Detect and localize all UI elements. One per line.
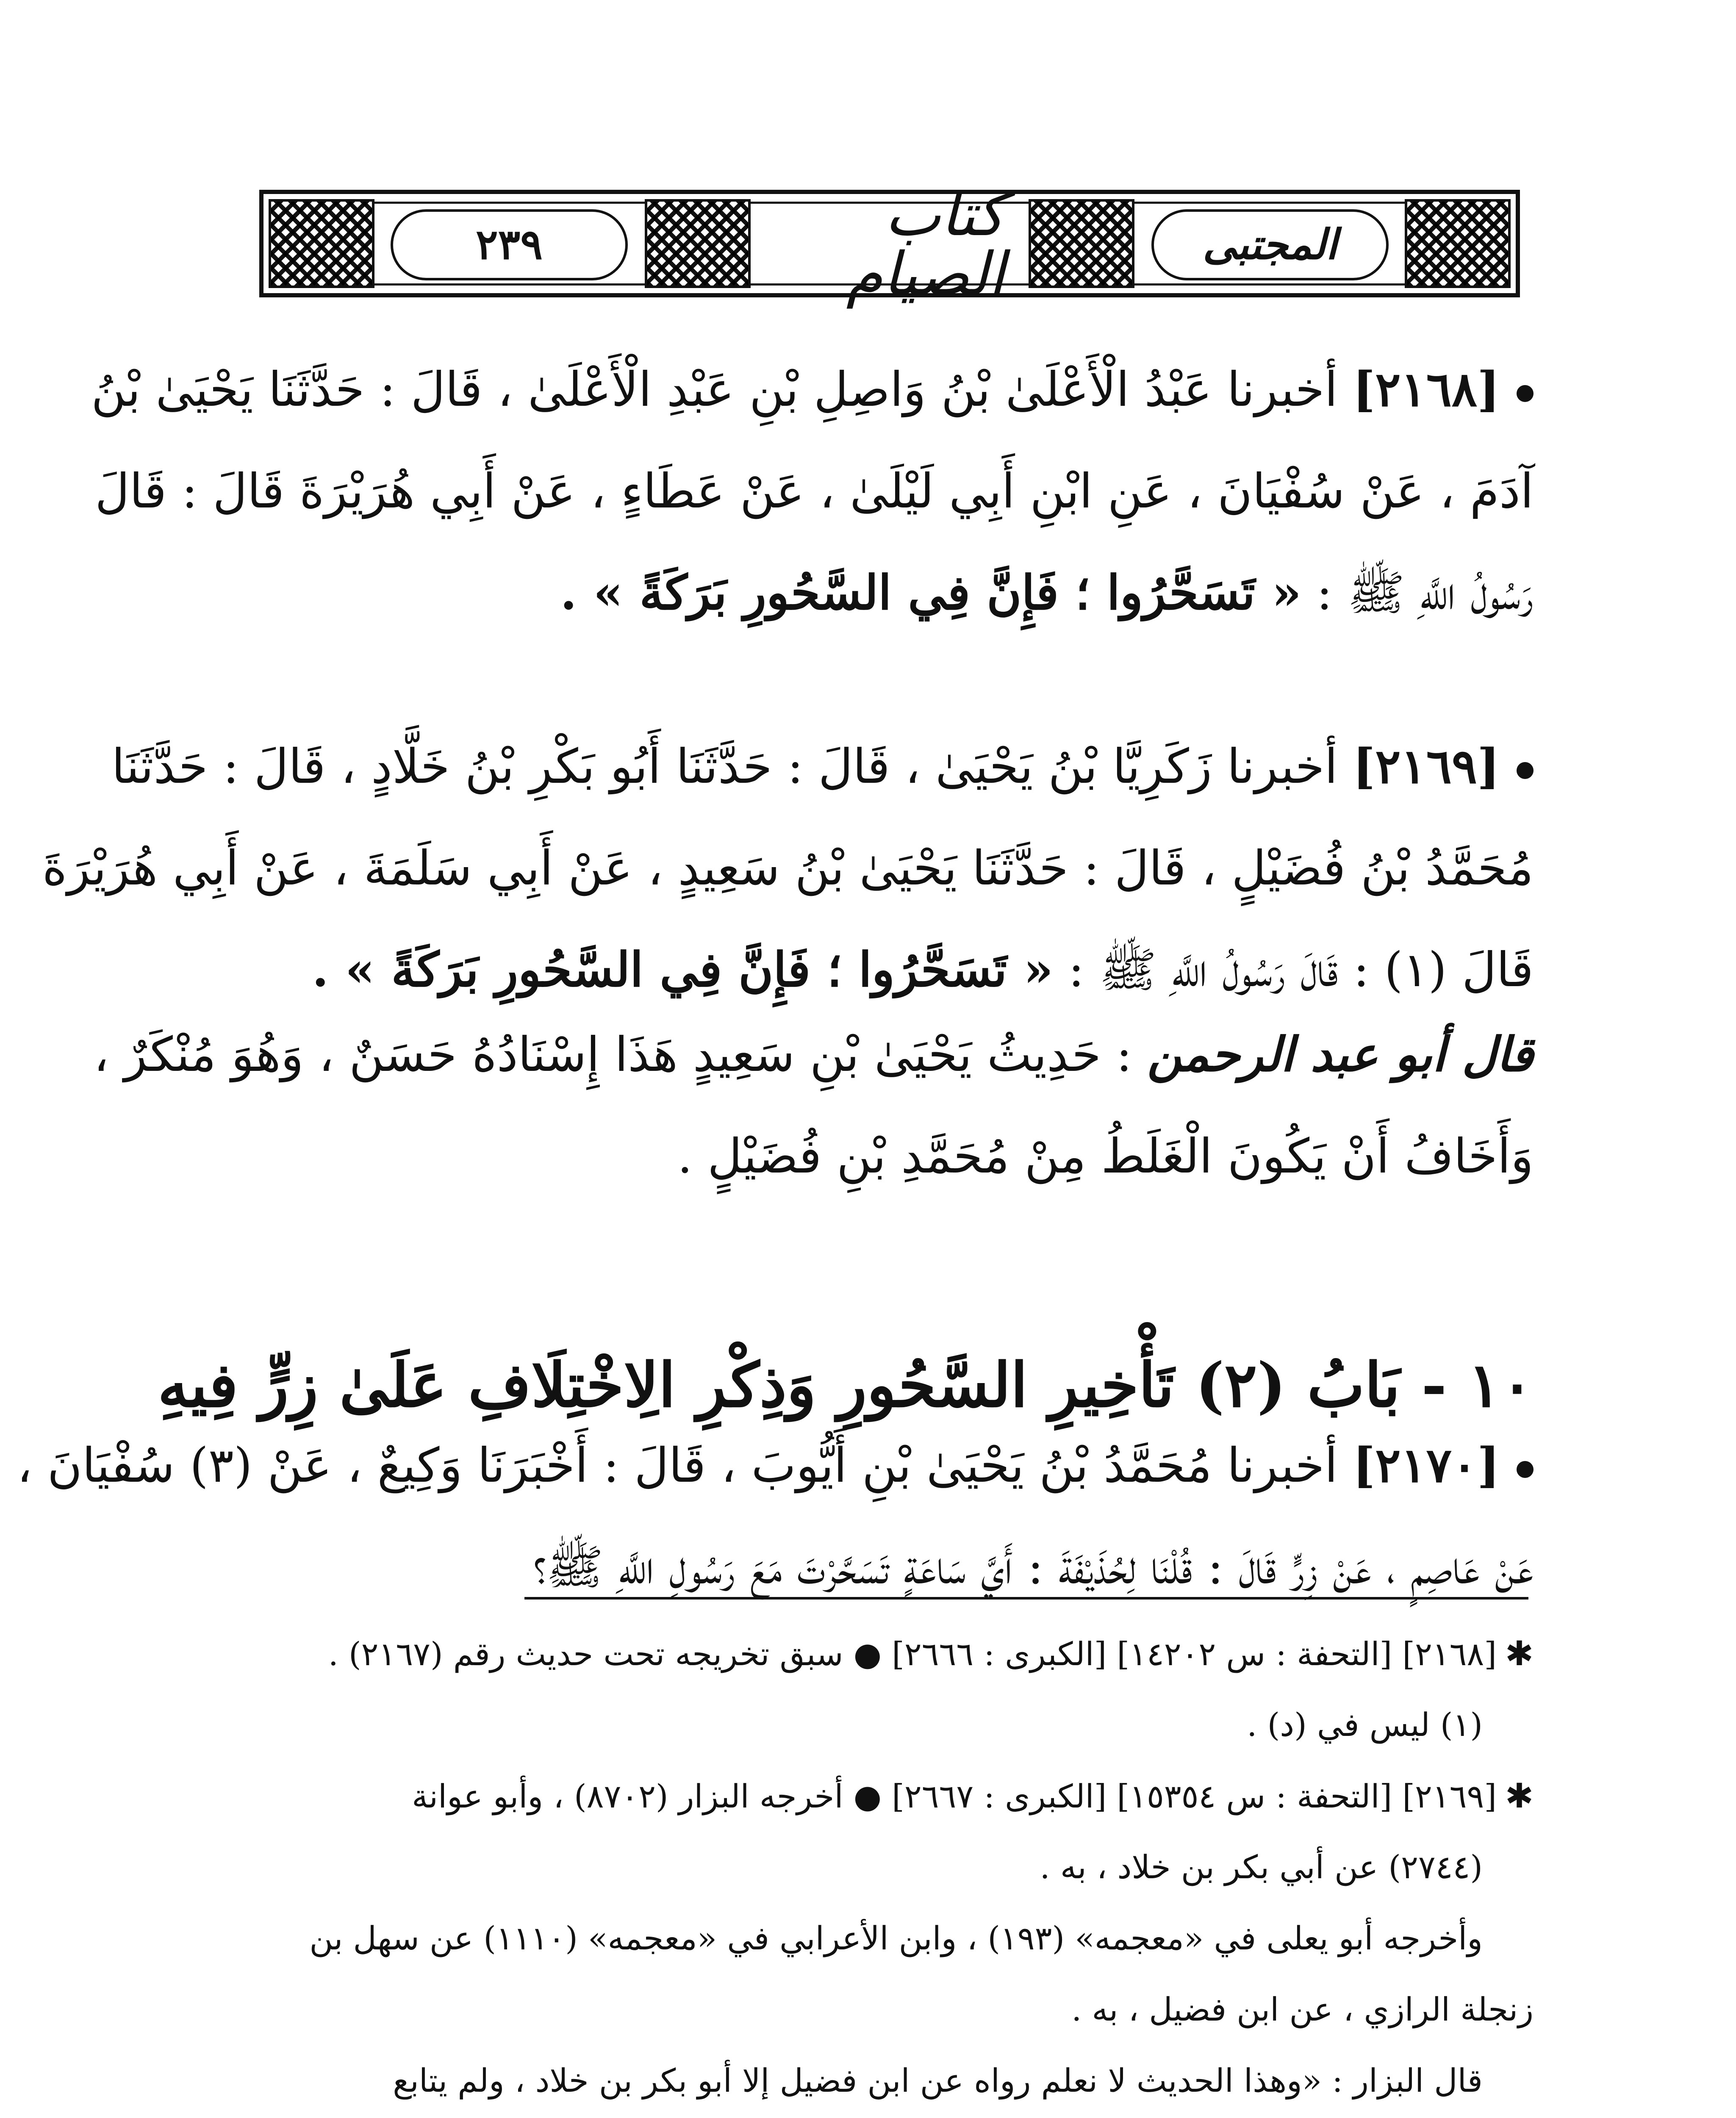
- hadith-number: [٢١٧٠]: [1353, 1438, 1500, 1493]
- ornament-left: [269, 199, 374, 288]
- footnote-line: قال البزار : «وهذا الحديث لا نعلم رواه عن ابن فضيل إلا أبو بكر بن خلاد ، ولم يتابع: [393, 2062, 1483, 2099]
- hadith-line: عَنْ عَاصِمٍ ، عَنْ زِرٍّ قَالَ : قُلْنَا لِحُذَيْفَةَ : أَيَّ سَاعَةٍ تَسَحَّرْتَ مَعَ رَسُولِ اللَّهِ ﷺ؟: [533, 1540, 1534, 1595]
- hadith-number: [٢١٦٩]: [1353, 739, 1500, 794]
- prophetic-saying: « تَسَحَّرُوا ؛ فَإِنَّ فِي السَّحُورِ بَرَكَةً » .: [560, 565, 1302, 621]
- footnote-divider: [524, 1597, 1528, 1600]
- hadith-text: أخبرنا مُحَمَّدُ بْنُ يَحْيَىٰ بْنِ أَيُّوبَ ، قَالَ : أَخْبَرَنَا وَكِيعٌ ، عَنْ (٣) سُفْيَانَ ،: [17, 1438, 1338, 1493]
- hadith-line: [17, 1415, 1534, 1516]
- hadith-2168: [91, 339, 1534, 644]
- page-number-cartouche: [391, 209, 628, 280]
- page-header: [259, 180, 1520, 309]
- footnote-line: [237, 1760, 1534, 1832]
- hadith-text: أخبرنا زَكَرِيَّا بْنُ يَحْيَىٰ ، قَالَ : حَدَّثَنَا أَبُو بَكْرِ بْنُ خَلَّادٍ ، قَالَ : حَدَّثَنَا: [111, 739, 1338, 794]
- commentary-speaker: قال أبو عبد الرحمن: [1147, 1027, 1534, 1082]
- page-number: ٢٣٩: [476, 220, 543, 269]
- footnote-line: (١) ليس في (د) .: [1247, 1706, 1483, 1744]
- ornament-right: [1405, 199, 1511, 288]
- hadith-line: [237, 542, 1534, 644]
- footnote-line: زنجلة الرازي ، عن ابن فضيل ، به .: [1071, 1990, 1534, 2028]
- commentary-line: [93, 1004, 1534, 1106]
- section-title: كتاب الصيام: [846, 180, 1005, 309]
- hadith-line: آدَمَ ، عَنْ سُفْيَانَ ، عَنِ ابْنِ أَبِي لَيْلَىٰ ، عَنْ عَطَاءٍ ، عَنْ أَبِي هُرَيْرَةَ قَالَ : قَالَ: [95, 464, 1534, 519]
- prophetic-saying: « تَسَحَّرُوا ؛ فَإِنَّ فِي السَّحُورِ بَرَكَةً » .: [312, 942, 1054, 998]
- hadith-text: قَالَ (١) : قَالَ رَسُولُ اللَّهِ ﷺ :: [1053, 943, 1534, 998]
- footnote-text: [٢١٦٨] [التحفة : س ١٤٢٠٢] [الكبرى : ٢٦٦٦] ● سبق تخريجه تحت حديث رقم (٢١٦٧) .: [328, 1635, 1497, 1673]
- author-commentary: [93, 1004, 1534, 1207]
- hadith-line: [91, 339, 1534, 441]
- footnote-text: [٢١٦٩] [التحفة : س ١٥٣٥٤] [الكبرى : ٢٦٦٧] ● أخرجه البزار (٨٧٠٢) ، وأبو عوانة: [412, 1777, 1497, 1815]
- hadith-2169: [42, 716, 1534, 1021]
- footnote-line: وأخرجه أبو يعلى في «معجمه» (١٩٣) ، وابن الأعرابي في «معجمه» (١١١٠) عن سهل بن: [309, 1919, 1483, 1957]
- footnote-line: [237, 1618, 1534, 1689]
- book-name: المجتبى: [1203, 220, 1337, 269]
- hadith-number: [٢١٦٨]: [1353, 362, 1500, 417]
- bullet-icon: [1517, 762, 1534, 779]
- bullet-icon: [1517, 1461, 1534, 1478]
- book-name-cartouche: [1151, 209, 1389, 280]
- footnote-line: (٢٧٤٤) عن أبي بكر بن خلاد ، به .: [1040, 1848, 1483, 1886]
- asterisk-icon: ✱: [1505, 1776, 1534, 1816]
- asterisk-icon: ✱: [1505, 1634, 1534, 1673]
- footnotes: [237, 1618, 1534, 2118]
- hadith-line: [111, 716, 1534, 818]
- commentary-text: : حَدِيثُ يَحْيَىٰ بْنِ سَعِيدٍ هَذَا إِسْنَادُهُ حَسَنٌ ، وَهُوَ مُنْكَرٌ ،: [93, 1027, 1148, 1082]
- ornament-center-left: [645, 199, 751, 288]
- ornament-center-right: [1029, 199, 1134, 288]
- hadith-text: رَسُولُ اللَّهِ ﷺ :: [1301, 566, 1534, 621]
- hadith-2170: [17, 1415, 1534, 1618]
- hadith-line: مُحَمَّدُ بْنُ فُضَيْلٍ ، قَالَ : حَدَّثَنَا يَحْيَىٰ بْنُ سَعِيدٍ ، عَنْ أَبِي سَلَمَةَ ، عَنْ أَبِي هُرَيْرَةَ: [42, 841, 1534, 896]
- commentary-line: وَأَخَافُ أَنْ يَكُونَ الْغَلَطُ مِنْ مُحَمَّدِ بْنِ فُضَيْلٍ .: [677, 1129, 1534, 1184]
- footnote-line: [237, 2116, 1534, 2118]
- chapter-heading: ١٠ - بَابُ (٢) تَأْخِيرِ السَّحُورِ وَذِكْرِ الِاخْتِلَافِ عَلَىٰ زِرٍّ فِيهِ: [158, 1349, 1534, 1421]
- hadith-text: أخبرنا عَبْدُ الْأَعْلَىٰ بْنُ وَاصِلِ بْنِ عَبْدِ الْأَعْلَىٰ ، قَالَ : حَدَّثَنَا يَحْيَىٰ بْنُ: [91, 362, 1338, 417]
- bullet-icon: [1517, 385, 1534, 402]
